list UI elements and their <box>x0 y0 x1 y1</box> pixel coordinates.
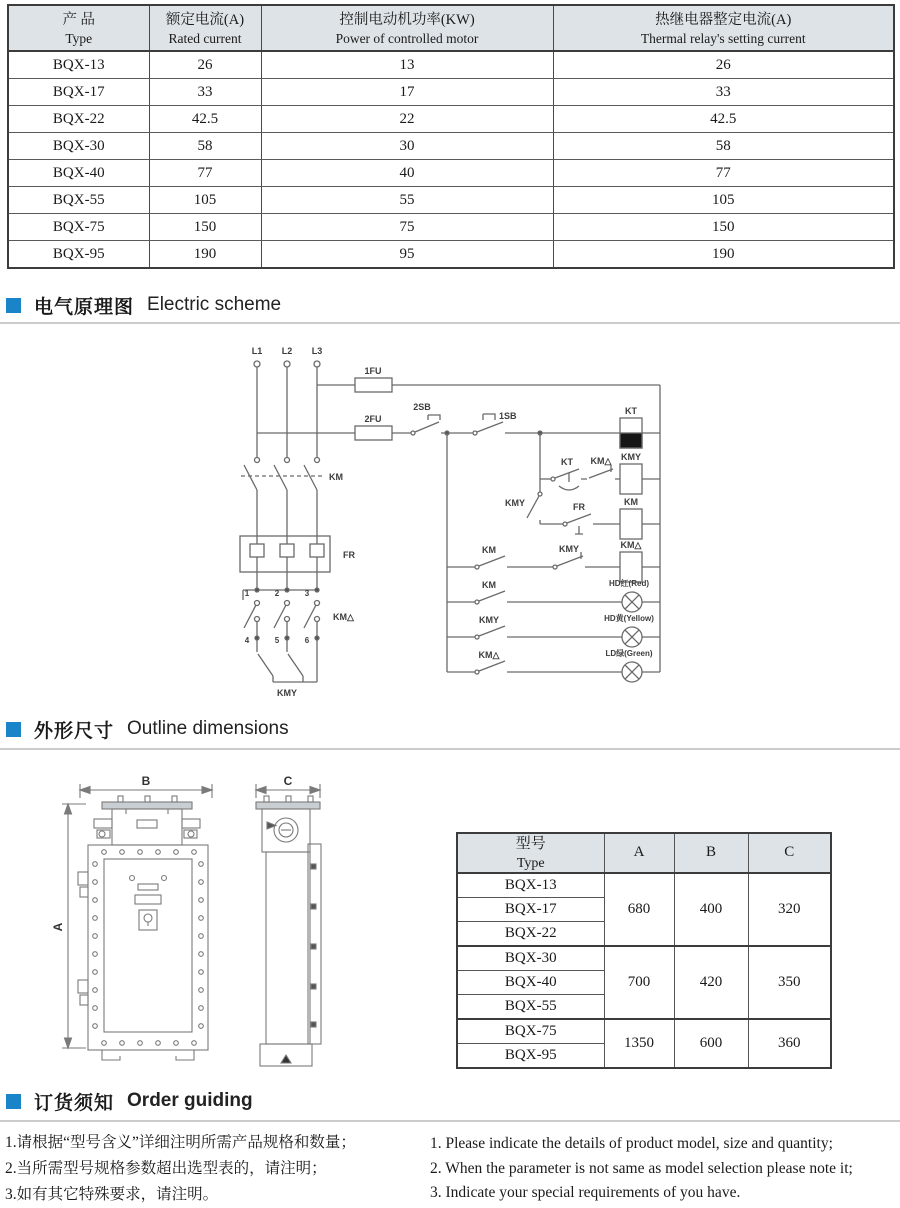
relay-cell: 42.5 <box>553 106 894 133</box>
power-cell: 95 <box>261 241 553 269</box>
kmy-coil-label: KMY <box>621 452 641 462</box>
current-cell: 190 <box>149 241 261 269</box>
dim-c-label: C <box>283 774 293 788</box>
terminal-4: 4 <box>244 636 250 645</box>
heading-en: Outline dimensions <box>127 718 289 739</box>
km-delta-contact-label: KM△ <box>590 456 612 466</box>
order-notes-zh <box>5 1130 425 1208</box>
type-cell: BQX-17 <box>8 79 149 106</box>
relay-cell: 58 <box>553 133 894 160</box>
fr-box-label: FR <box>343 550 355 560</box>
table-row <box>8 133 894 160</box>
fuse-1fu-label: 1FU <box>364 366 382 376</box>
note-en-3: 3. Indicate your special requirements of you have. <box>430 1184 741 1201</box>
note-zh-1: 1.请根据“型号含义”详细注明所需产品规格和数量； <box>5 1134 356 1151</box>
dim-a-cell: 700 <box>604 946 674 1019</box>
km-contact-label: KM <box>482 545 496 555</box>
table-row <box>8 106 894 133</box>
terminal-1: 1 <box>244 589 250 598</box>
section-heading-order-guiding <box>6 1089 253 1113</box>
terminal-5: 5 <box>274 636 280 645</box>
electric-scheme-diagram <box>225 338 685 706</box>
dim-c-cell: 360 <box>748 1019 831 1068</box>
kt-contact-label: KT <box>561 457 573 467</box>
dim-b-label: B <box>141 774 151 788</box>
ratings-header-rated-current: 额定电流(A) Rated current <box>149 5 261 51</box>
table-row <box>8 214 894 241</box>
heading-zh: 订货须知 <box>34 1092 115 1114</box>
table-row <box>8 187 894 214</box>
terminal-3: 3 <box>304 589 310 598</box>
type-cell: BQX-17 <box>457 897 604 921</box>
type-cell: BQX-95 <box>8 241 149 269</box>
green-lamp-label: LD绿(Green) <box>605 649 653 658</box>
type-cell: BQX-55 <box>8 187 149 214</box>
dim-a-cell: 680 <box>604 873 674 946</box>
terminal-2: 2 <box>274 589 280 598</box>
heading-en: Order guiding <box>127 1090 253 1111</box>
type-cell: BQX-30 <box>8 133 149 160</box>
current-cell: 42.5 <box>149 106 261 133</box>
current-cell: 58 <box>149 133 261 160</box>
type-cell: BQX-75 <box>457 1019 604 1044</box>
table-row <box>457 873 831 898</box>
dim-c-cell: 320 <box>748 873 831 946</box>
relay-cell: 190 <box>553 241 894 269</box>
kmy-block-label: KMY <box>277 688 297 698</box>
blue-square-icon <box>6 722 21 737</box>
km-coil-label: KM <box>624 497 638 507</box>
table-row <box>8 241 894 269</box>
dim-c-cell: 350 <box>748 946 831 1019</box>
heading-zh: 电气原理图 <box>34 296 135 318</box>
type-cell: BQX-40 <box>8 160 149 187</box>
power-cell: 55 <box>261 187 553 214</box>
relay-cell: 26 <box>553 51 894 79</box>
note-zh-3: 3.如有其它特殊要求，请注明。 <box>5 1186 219 1203</box>
relay-cell: 77 <box>553 160 894 187</box>
divider-line <box>0 1120 900 1122</box>
km-main-contact-label: KM <box>329 472 343 482</box>
type-cell: BQX-55 <box>457 994 604 1019</box>
dims-header-row <box>457 833 831 873</box>
relay-cell: 105 <box>553 187 894 214</box>
button-2sb-label: 2SB <box>413 402 431 412</box>
power-cell: 13 <box>261 51 553 79</box>
current-cell: 33 <box>149 79 261 106</box>
table-row <box>8 160 894 187</box>
phase-l1-label: L1 <box>251 346 263 356</box>
power-cell: 22 <box>261 106 553 133</box>
ratings-header-row <box>8 5 894 51</box>
divider-line <box>0 748 900 750</box>
type-cell: BQX-30 <box>457 946 604 971</box>
kt-coil-label: KT <box>625 406 637 416</box>
table-row <box>8 51 894 79</box>
km-delta-coil-label: KM△ <box>620 540 642 550</box>
current-cell: 150 <box>149 214 261 241</box>
lamp-kmd-contact-label: KM△ <box>478 650 500 660</box>
ratings-header-relay-current: 热继电器整定电流(A) Thermal relay's setting current <box>553 5 894 51</box>
red-lamp-label: HD红(Red) <box>609 579 649 588</box>
kmy-nc-contact-label: KMY <box>559 544 579 554</box>
ratings-table <box>7 4 895 269</box>
note-en-2: 2. When the parameter is not same as model selection please note it; <box>430 1159 853 1177</box>
outline-dimensions-drawing <box>38 772 363 1072</box>
km-delta-block-label: KM△ <box>333 612 354 622</box>
terminal-6: 6 <box>304 636 310 645</box>
phase-l3-label: L3 <box>311 346 323 356</box>
kmy-contact-label: KMY <box>505 498 525 508</box>
yellow-lamp-label: HD黄(Yellow) <box>604 614 654 623</box>
power-cell: 30 <box>261 133 553 160</box>
button-1sb-label: 1SB <box>499 411 517 421</box>
table-row <box>457 946 831 971</box>
type-cell: BQX-22 <box>457 921 604 946</box>
fuse-2fu-label: 2FU <box>364 414 382 424</box>
dim-b-cell: 600 <box>674 1019 748 1068</box>
dim-a-label: A <box>51 922 65 932</box>
note-en-1: 1. Please indicate the details of product model, size and quantity; <box>430 1135 833 1152</box>
dims-header-c: C <box>748 833 831 873</box>
blue-square-icon <box>6 298 21 313</box>
type-cell: BQX-13 <box>8 51 149 79</box>
blue-square-icon <box>6 1094 21 1109</box>
lamp-kmy-contact-label: KMY <box>479 615 499 625</box>
phase-l2-label: L2 <box>281 346 293 356</box>
lamp-km-contact-label: KM <box>482 580 496 590</box>
type-cell: BQX-40 <box>457 970 604 994</box>
dim-b-cell: 400 <box>674 873 748 946</box>
ratings-header-motor-power: 控制电动机功率(KW) Power of controlled motor <box>261 5 553 51</box>
order-notes-en <box>430 1132 898 1206</box>
dims-header-type: 型号 Type <box>457 833 604 873</box>
table-row <box>457 1019 831 1044</box>
dims-header-b: B <box>674 833 748 873</box>
type-cell: BQX-95 <box>457 1043 604 1068</box>
section-heading-outline-dimensions <box>6 717 289 741</box>
table-row <box>8 79 894 106</box>
dim-b-cell: 420 <box>674 946 748 1019</box>
current-cell: 77 <box>149 160 261 187</box>
type-cell: BQX-75 <box>8 214 149 241</box>
relay-cell: 33 <box>553 79 894 106</box>
type-cell: BQX-22 <box>8 106 149 133</box>
power-cell: 75 <box>261 214 553 241</box>
section-heading-electric-scheme <box>6 293 281 317</box>
relay-cell: 150 <box>553 214 894 241</box>
dim-a-cell: 1350 <box>604 1019 674 1068</box>
power-cell: 40 <box>261 160 553 187</box>
heading-zh: 外形尺寸 <box>34 720 115 742</box>
power-cell: 17 <box>261 79 553 106</box>
note-zh-2: 2.当所需型号规格参数超出选型表的，请注明； <box>5 1160 327 1177</box>
divider-line <box>0 322 900 324</box>
current-cell: 105 <box>149 187 261 214</box>
ratings-header-type: 产 品 Type <box>8 5 149 51</box>
type-cell: BQX-13 <box>457 873 604 898</box>
dims-header-a: A <box>604 833 674 873</box>
current-cell: 26 <box>149 51 261 79</box>
dimensions-table <box>456 832 832 1069</box>
heading-en: Electric scheme <box>147 294 282 315</box>
fr-contact-label: FR <box>573 502 585 512</box>
